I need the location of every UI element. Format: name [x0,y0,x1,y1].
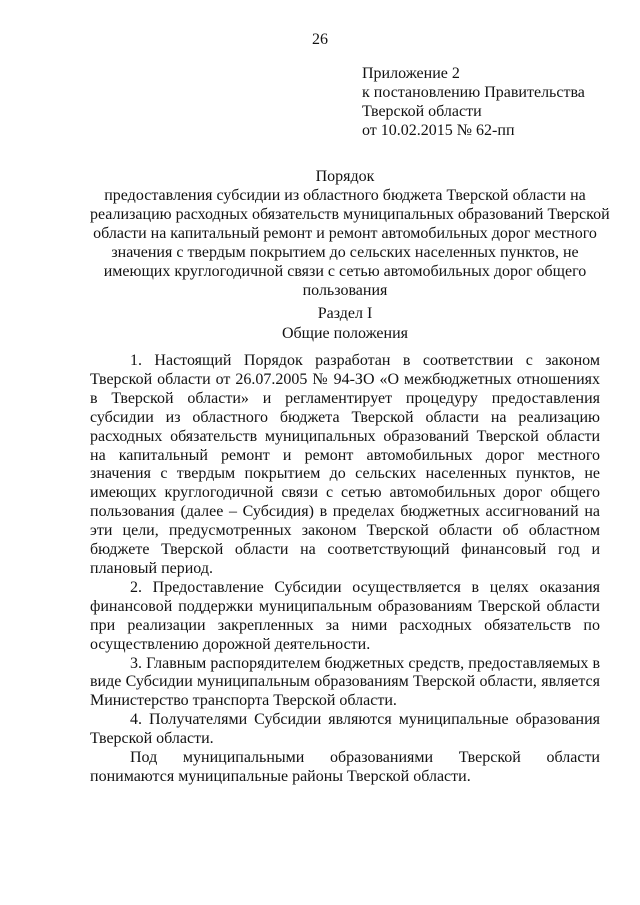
paragraph: Под муниципальными образованиями Тверской области понимаются муниципальные районы Тверской области. [90,749,600,785]
paragraph: 2. Предоставление Субсидии осуществляется в целях оказания финансовой поддержки муниципальным образованиям Тверской области при реализации закрепленных за ними расходных обязательств по осуществлению дорожной деятельности. [90,578,600,653]
annex-line: Приложение 2 [362,65,460,82]
section-name: Общие положения [281,325,409,342]
annex-block [362,64,632,140]
title-line: пользования [302,282,388,299]
paragraph: 1. Настоящий Порядок разработан в соответствии с законом Тверской области от 26.07.2005 № 94-ЗО «О межбюджетных отношениях в Тверской области» и регламентирует процедуру предоставления субсидии из областного бюджета Тверской области на реализацию расходных обязательств муниципальных образований Тверской области на капитальный ремонт и ремонт автомобильных дорог местного значения с твердым покрытием до сельских населенных пунктов, не имеющих круглогодичной связи с сетью автомобильных дорог общего пользования (далее – Субсидия) в пределах бюджетных ассигнований на эти цели, предусмотренных законом Тверской области об областном бюджете Тверской области на соответствующий финансовый год и плановый период. [90,352,600,577]
page-number: 26 [312,31,328,48]
title-heading: Порядок [315,168,375,185]
section-number: Раздел I [317,305,373,322]
title-line: области на капитальный ремонт и ремонт автомобильных дорог местного [93,225,597,242]
annex-line: к постановлению Правительства [362,84,585,101]
title-line: значения с твердым покрытием до сельских населенных пунктов, не [111,244,579,261]
annex-line: Тверской области [362,103,482,120]
section-heading [90,304,600,344]
title-line: имеющих круглогодичной связи с сетью автомобильных дорог общего [103,263,587,280]
body-text [90,352,600,787]
title-line: предоставления субсидии из областного бюджета Тверской области на [104,187,586,204]
title-line: реализацию расходных обязательств муниципальных образований Тверской [90,206,610,223]
annex-line: от 10.02.2015 № 62-пп [362,122,515,139]
paragraph: 4. Получателями Субсидии являются муниципальные образования Тверской области. [90,711,600,748]
document-title [90,167,610,300]
paragraph: 3. Главным распорядителем бюджетных средств, предоставляемых в виде Субсидии муниципальным образованиям Тверской области, является Министерство транспорта Тверской области. [90,654,600,710]
